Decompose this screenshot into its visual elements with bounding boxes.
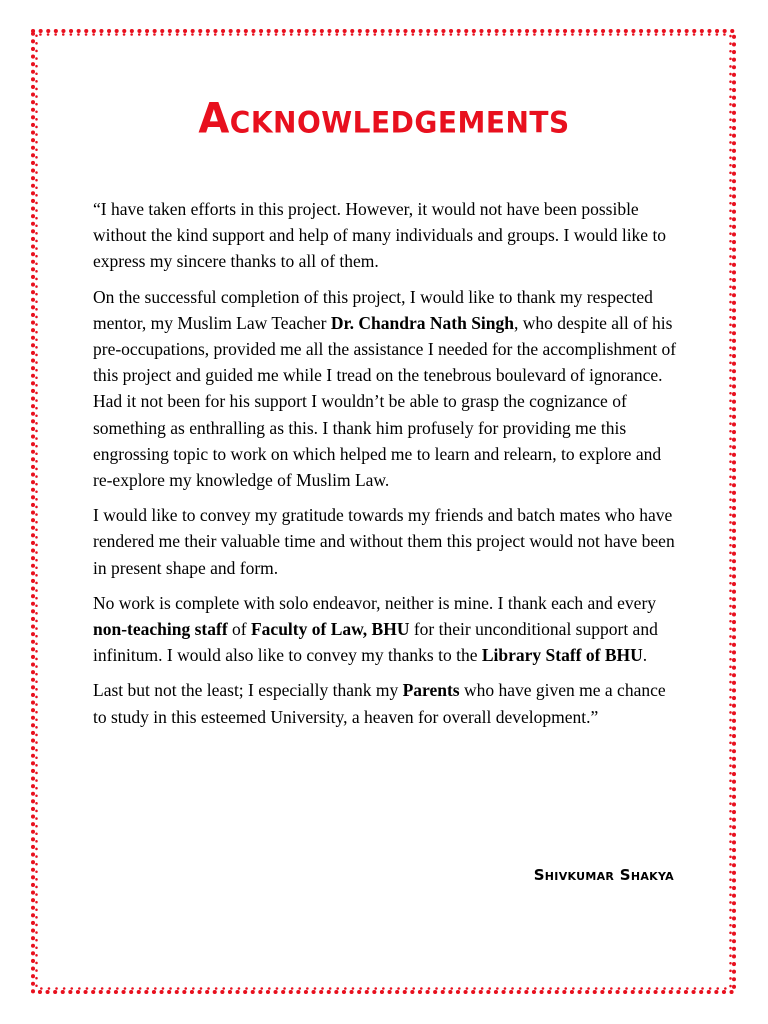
author-signature: Shivkumar Shakya bbox=[533, 866, 674, 884]
paragraph-text: who have given me a chance to study in this esteemed University, a heaven for overall development.” bbox=[93, 680, 666, 727]
paragraph-text: On the successful completion of this project, I would like to thank my respected mentor, my Muslim Law Teacher bbox=[93, 286, 653, 333]
emphasis-text: Parents bbox=[402, 680, 460, 701]
paragraph-text: Last but not the least; I especially thank my bbox=[93, 680, 403, 701]
page-title: Acknowledgements bbox=[198, 94, 570, 144]
body-paragraph bbox=[93, 196, 683, 275]
paragraph-text: , who despite all of his pre-occupations, provided me all the assistance I needed for the accomplishment of this project and guided me while I tread on the tenebrous boulevard of ignorance. Had it not been for his support I wouldn’t be able to grasp the cognizance of something as enthralling as this. I thank him profusely for providing me this engrossing topic to work on which helped me to learn and relearn, to explore and re-explore my knowledge of Muslim Law. bbox=[93, 312, 677, 491]
paragraph-text: of bbox=[227, 619, 251, 640]
paragraph-text: . bbox=[642, 645, 648, 666]
emphasis-text: non-teaching staff bbox=[93, 619, 228, 640]
paragraph-text: I would like to convey my gratitude towards my friends and batch mates who have rendered me their valuable time and without them this project would not have been in present shape and form. bbox=[93, 505, 675, 578]
emphasis-text: Faculty of Law, BHU bbox=[250, 619, 410, 640]
body-paragraph bbox=[93, 284, 683, 494]
paragraph-text: for their unconditional support and infinitum. I would also like to convey my thanks to the bbox=[93, 619, 658, 666]
paragraph-text: “I have taken efforts in this project. However, it would not have been possible without the kind support and help of many individuals and groups. I would like to express my sincere thanks to all of them. bbox=[93, 199, 667, 272]
body-paragraph bbox=[93, 677, 683, 729]
body-paragraph bbox=[93, 502, 683, 581]
emphasis-text: Dr. Chandra Nath Singh bbox=[330, 312, 515, 333]
body-paragraph bbox=[93, 590, 683, 669]
emphasis-text: Library Staff of BHU bbox=[481, 645, 643, 666]
acknowledgement-body bbox=[93, 196, 683, 739]
paragraph-text: No work is complete with solo endeavor, neither is mine. I thank each and every bbox=[93, 592, 657, 613]
